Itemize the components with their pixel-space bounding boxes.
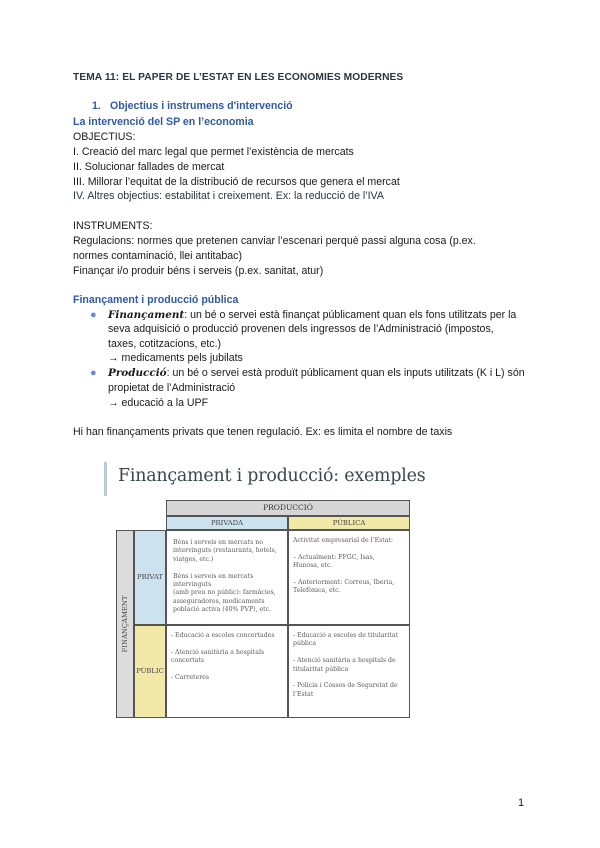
row-private-financing: PRIVAT [134,530,166,625]
section-title: Objectius i instrumens d'intervenció [110,100,293,112]
instruments-label: INSTRUMENTS: [73,220,153,232]
objective-item-3: III. Millorar l’equitat de la distribució de recursos que genera el mercat [73,176,400,188]
header-public-production: PÚBLICA [288,516,410,530]
cell-public-private-text: - Educació a escoles concertades - Atenció sanitària a hospitals concertats - Carreteres [171,632,275,682]
slide-accent-bar [104,462,107,496]
note-taxis: Hi han finançaments privats que tenen regulació. Ex: es limita el nombre de taxis [73,426,453,438]
bullet-icon: ● [90,309,97,321]
financing-line-3: taxes, cotitzacions, etc.) [108,338,222,350]
instruments-line-3: Finançar i/o produir béns i serveis (p.ex. sanitat, atur) [73,265,324,277]
subheading-financing: Finançament i producció pública [73,294,239,306]
cell-public-public-text: - Educació a escoles de titularitat pública - Atenció sanitària a hospitals de titularitat pública - Policia i Cossos de Seguretat de l’Estat [293,632,399,698]
production-line-2: propietat de l’Administració [108,382,236,394]
financing-line-1: : un bé o servei està finançat públicament quan els fons utilitzats per la [184,309,517,321]
objectives-label: OBJECTIUS: [73,131,136,143]
objective-item-4: IV. Altres objectius: estabilitat i creixement. Ex: la reducció de l’IVA [73,190,384,202]
cell-private-private [166,530,288,625]
subheading-intervention: La intervenció del SP en l’economia [73,116,254,128]
document-title: TEMA 11: EL PAPER DE L’ESTAT EN LES ECONOMIES MODERNES [73,72,404,83]
instruments-line-1: Regulacions: normes que pretenen canviar l’escenari perquè passi alguna cosa (p.ex. [73,235,476,247]
cell-public-public [288,625,410,718]
financing-example: → medicaments pels jubilats [108,352,243,364]
header-private-production: PRIVADA [166,516,288,530]
slide-title: Finançament i producció: exemples [118,466,426,486]
header-production: PRODUCCIÓ [166,500,410,516]
cell-public-private [166,625,288,718]
row-public-financing: PÚBLIC [134,625,166,718]
header-financing-label: FINANÇAMENT [121,595,129,653]
term-production: Producció [108,367,167,379]
cell-private-public [288,530,410,625]
header-financing [116,530,134,718]
cell-private-public-text: Activitat empresarial de l’Estat: – Actualment: FFGC, Isas, Hunosa, etc. – Anteriorment: Correus, Iberia, Telefònica, etc. [293,537,395,595]
cell-private-private-text: Béns i serveis en mercats no intervinguts (restaurants, hotels, viatges, etc.) Béns i serveis en mercats intervinguts (amb preu no públic): farmàcies, asseguradores, medicaments població activa (40% PVP), etc. [173,539,277,614]
objective-item-2: II. Solucionar fallades de mercat [73,161,225,173]
section-number: 1. [92,100,101,112]
objective-item-1: I. Creació del marc legal que permet l’existència de mercats [73,146,354,158]
bullet-icon: ● [90,367,97,379]
production-line-1: : un bé o servei està produït públicament quan els inputs utilitzats (K i L) són [166,367,525,379]
financing-line-2: seva adquisició o producció provenen dels ingressos de l’Administració (impostos, [108,323,494,335]
production-example: → educació a la UPF [108,397,209,409]
term-financing: Finançament [108,309,185,321]
instruments-line-2: normes contaminació, llei antitabac) [73,250,242,262]
page-number: 1 [518,797,525,809]
